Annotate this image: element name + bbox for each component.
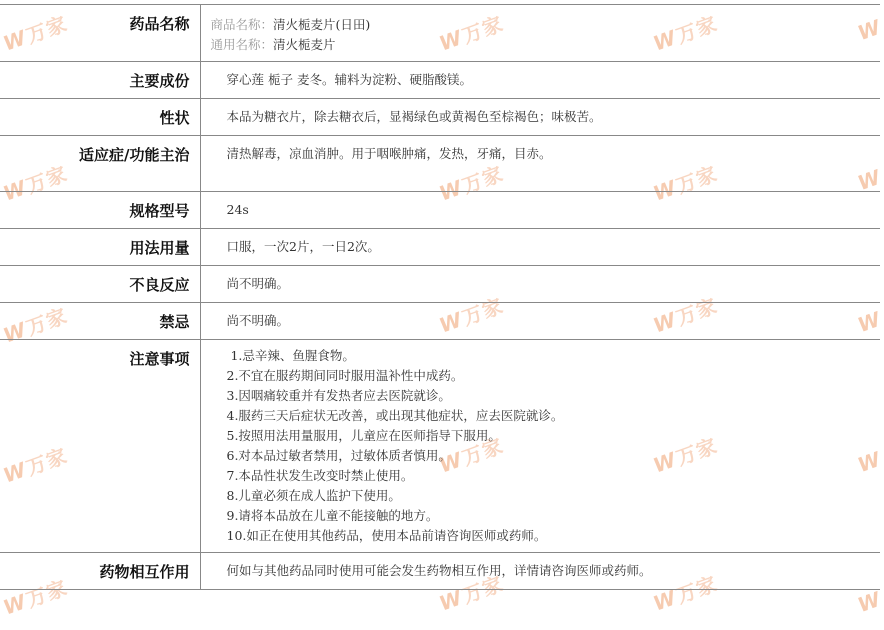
row-label-dosage: 用法用量 — [0, 229, 200, 266]
watermark-logo: W 万家 — [0, 575, 71, 620]
row-value-contraindications: 尚不明确。 — [200, 303, 880, 340]
generic-name-line: 通用名称：清火栀麦片 — [210, 37, 336, 52]
table-row — [0, 99, 880, 136]
table-row — [0, 62, 880, 99]
list-item: 6.对本品过敏者禁用，过敏体质者慎用。 — [226, 448, 451, 463]
table-row — [0, 136, 880, 192]
row-label-drug-name: 药品名称 — [0, 5, 200, 62]
table-row — [0, 5, 880, 62]
list-item: 4.服药三天后症状无改善，或出现其他症状，应去医院就诊。 — [226, 408, 564, 423]
table-row — [0, 553, 880, 590]
watermark-logo: W — [854, 586, 884, 618]
watermark-logo: W 万家 — [649, 433, 721, 478]
row-value-precautions — [200, 340, 880, 553]
watermark-logo: W — [854, 14, 884, 46]
watermark-logo: W 万家 — [0, 11, 71, 56]
table-row — [0, 266, 880, 303]
row-label-appearance: 性状 — [0, 99, 200, 136]
watermark-logo: W 万家 — [0, 443, 71, 488]
row-value-appearance: 本品为糖衣片，除去糖衣后，显褐绿色或黄褐色至棕褐色；味极苦。 — [200, 99, 880, 136]
watermark-logo: W — [854, 446, 884, 478]
row-label-interactions: 药物相互作用 — [0, 553, 200, 590]
table-row — [0, 340, 880, 553]
table-row — [0, 303, 880, 340]
list-item: 5.按照用法用量服用，儿童应在医师指导下服用。 — [226, 428, 501, 443]
row-value-interactions: 何如与其他药品同时使用可能会发生药物相互作用，详情请咨询医师或药师。 — [200, 553, 880, 590]
row-label-adverse-reactions: 不良反应 — [0, 266, 200, 303]
watermark-logo: W 万家 — [435, 293, 507, 338]
watermark-logo: W 万家 — [649, 571, 721, 616]
watermark-logo: W 万家 — [435, 11, 507, 56]
list-item: 1.忌辛辣、鱼腥食物。 — [226, 348, 355, 363]
row-label-indications: 适应症/功能主治 — [0, 136, 200, 192]
list-item: 10.如正在使用其他药品，使用本品前请咨询医师或药师。 — [226, 528, 547, 543]
watermark-logo: W — [854, 306, 884, 338]
row-value-ingredients: 穿心莲 栀子 麦冬。辅料为淀粉、硬脂酸镁。 — [200, 62, 880, 99]
watermark-logo: W 万家 — [649, 293, 721, 338]
list-item: 9.请将本品放在儿童不能接触的地方。 — [226, 508, 439, 523]
watermark-logo: W 万家 — [649, 11, 721, 56]
list-item: 2.不宜在服药期间同时服用温补性中成药。 — [226, 368, 464, 383]
row-value-indications: 清热解毒，凉血消肿。用于咽喉肿痛，发热，牙痛，目赤。 — [200, 136, 880, 192]
watermark-logo: W 万家 — [435, 433, 507, 478]
watermark-logo: W 万家 — [0, 161, 71, 206]
row-value-drug-name — [200, 5, 880, 62]
watermark-logo: W — [854, 164, 884, 196]
trade-name-line: 商品名称：清火栀麦片(日田) — [210, 17, 371, 32]
row-label-precautions: 注意事项 — [0, 340, 200, 553]
list-item: 8.儿童必须在成人监护下使用。 — [226, 488, 401, 503]
row-value-adverse-reactions: 尚不明确。 — [200, 266, 880, 303]
row-label-ingredients: 主要成份 — [0, 62, 200, 99]
watermark-logo: W 万家 — [649, 161, 721, 206]
table-row — [0, 192, 880, 229]
watermark-logo: W 万家 — [0, 303, 71, 348]
row-label-contraindications: 禁忌 — [0, 303, 200, 340]
row-value-specification: 24s — [200, 192, 880, 229]
watermark-logo: W 万家 — [435, 571, 507, 616]
row-label-specification: 规格型号 — [0, 192, 200, 229]
row-value-dosage: 口服，一次2片，一日2次。 — [200, 229, 880, 266]
drug-info-table — [0, 4, 880, 590]
list-item: 3.因咽痛较重并有发热者应去医院就诊。 — [226, 388, 451, 403]
table-row — [0, 229, 880, 266]
list-item: 7.本品性状发生改变时禁止使用。 — [226, 468, 414, 483]
watermark-logo: W 万家 — [435, 161, 507, 206]
